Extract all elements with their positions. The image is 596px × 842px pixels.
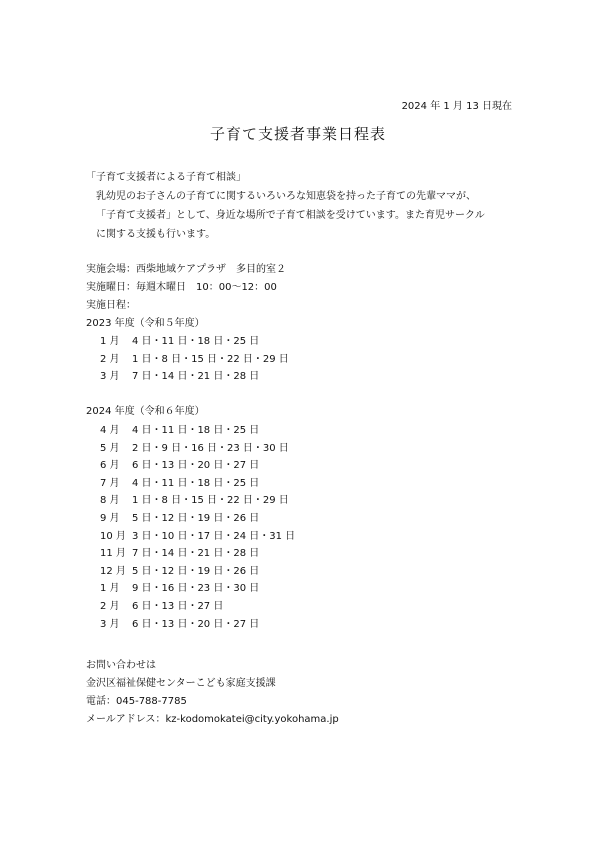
schedule-row [100,565,259,579]
schedule-row [100,618,259,632]
intro-line-2: 「子育て支援者」として、身近な場所で子育て相談を受けています。また育児サークル [96,210,485,221]
venue-text: 実施会場：西柴地域ケアプラザ 多目的室２ [86,264,286,275]
schedule-row [100,477,259,491]
month-label: 3 月 [100,371,120,383]
month-label: 11 月 [100,548,126,560]
month-label: 4 月 [100,425,120,436]
contact-phone: 電話：045-788-7785 [86,696,187,707]
fiscal-year-2023-label: 2023 年度（令和５年度） [86,318,205,329]
month-days: 4 日・11 日・18 日・25 日 [132,425,260,436]
month-label: 5 月 [100,442,120,454]
schedule-row [100,512,259,526]
schedule-row [100,370,259,384]
month-label: 3 月 [100,618,120,630]
month-days: 6 日・13 日・20 日・27 日 [132,618,260,630]
month-label: 6 月 [100,460,120,472]
month-days: 4 日・11 日・18 日・25 日 [132,477,260,489]
fiscal-year-2024-label: 2024 年度（令和６年度） [86,406,205,417]
month-days: 5 日・12 日・19 日・26 日 [132,565,260,577]
month-label: 1 月 [100,583,120,595]
weekday-text: 実施曜日：毎週木曜日 10：00～12：00 [86,282,277,293]
month-days: 6 日・13 日・20 日・27 日 [132,460,260,472]
schedule-row [100,442,289,456]
month-label: 8 月 [100,495,120,507]
schedule-row [100,600,223,614]
month-days: 7 日・14 日・21 日・28 日 [132,548,260,560]
schedule-row [100,335,259,349]
month-label: 10 月 [100,530,126,542]
month-days: 7 日・14 日・21 日・28 日 [132,371,260,383]
month-days: 4 日・11 日・18 日・25 日 [132,336,260,347]
schedule-row [100,494,289,508]
schedule-label: 実施日程： [86,300,136,311]
current-date: 2024 年 1 月 13 日現在 [401,101,512,112]
month-days: 1 日・8 日・15 日・22 日・29 日 [132,353,289,365]
month-days: 3 日・10 日・17 日・24 日・31 日 [132,530,296,542]
schedule-row [100,530,295,544]
intro-heading: 「子育て支援者による子育て相談」 [86,172,246,183]
schedule-row [100,424,259,438]
month-days: 9 日・16 日・23 日・30 日 [132,583,260,595]
intro-line-1: 乳幼児のお子さんの子育てに関するいろいろな知恵袋を持った子育ての先輩ママが、 [96,191,476,202]
contact-email: メールアドレス：kz-kodomokatei@city.yokohama.jp [86,714,339,725]
schedule-row [100,547,259,561]
month-days: 1 日・8 日・15 日・22 日・29 日 [132,495,289,507]
month-label: 9 月 [100,513,120,524]
month-label: 1 月 [100,336,120,347]
month-days: 2 日・9 日・16 日・23 日・30 日 [132,442,289,454]
month-label: 2 月 [100,353,120,365]
schedule-row [100,459,259,473]
schedule-row [100,582,259,596]
month-label: 12 月 [100,565,126,577]
month-label: 2 月 [100,601,120,612]
intro-line-3: に関する支援も行います。 [96,229,216,240]
schedule-row [100,353,289,367]
page-title: 子育て支援者事業日程表 [209,125,386,143]
month-days: 5 日・12 日・19 日・26 日 [132,513,260,524]
month-days: 6 日・13 日・27 日 [132,601,224,612]
month-label: 7 月 [100,477,120,489]
contact-department: 金沢区福祉保健センターこども家庭支援課 [86,678,276,689]
contact-heading: お問い合わせは [86,660,156,671]
